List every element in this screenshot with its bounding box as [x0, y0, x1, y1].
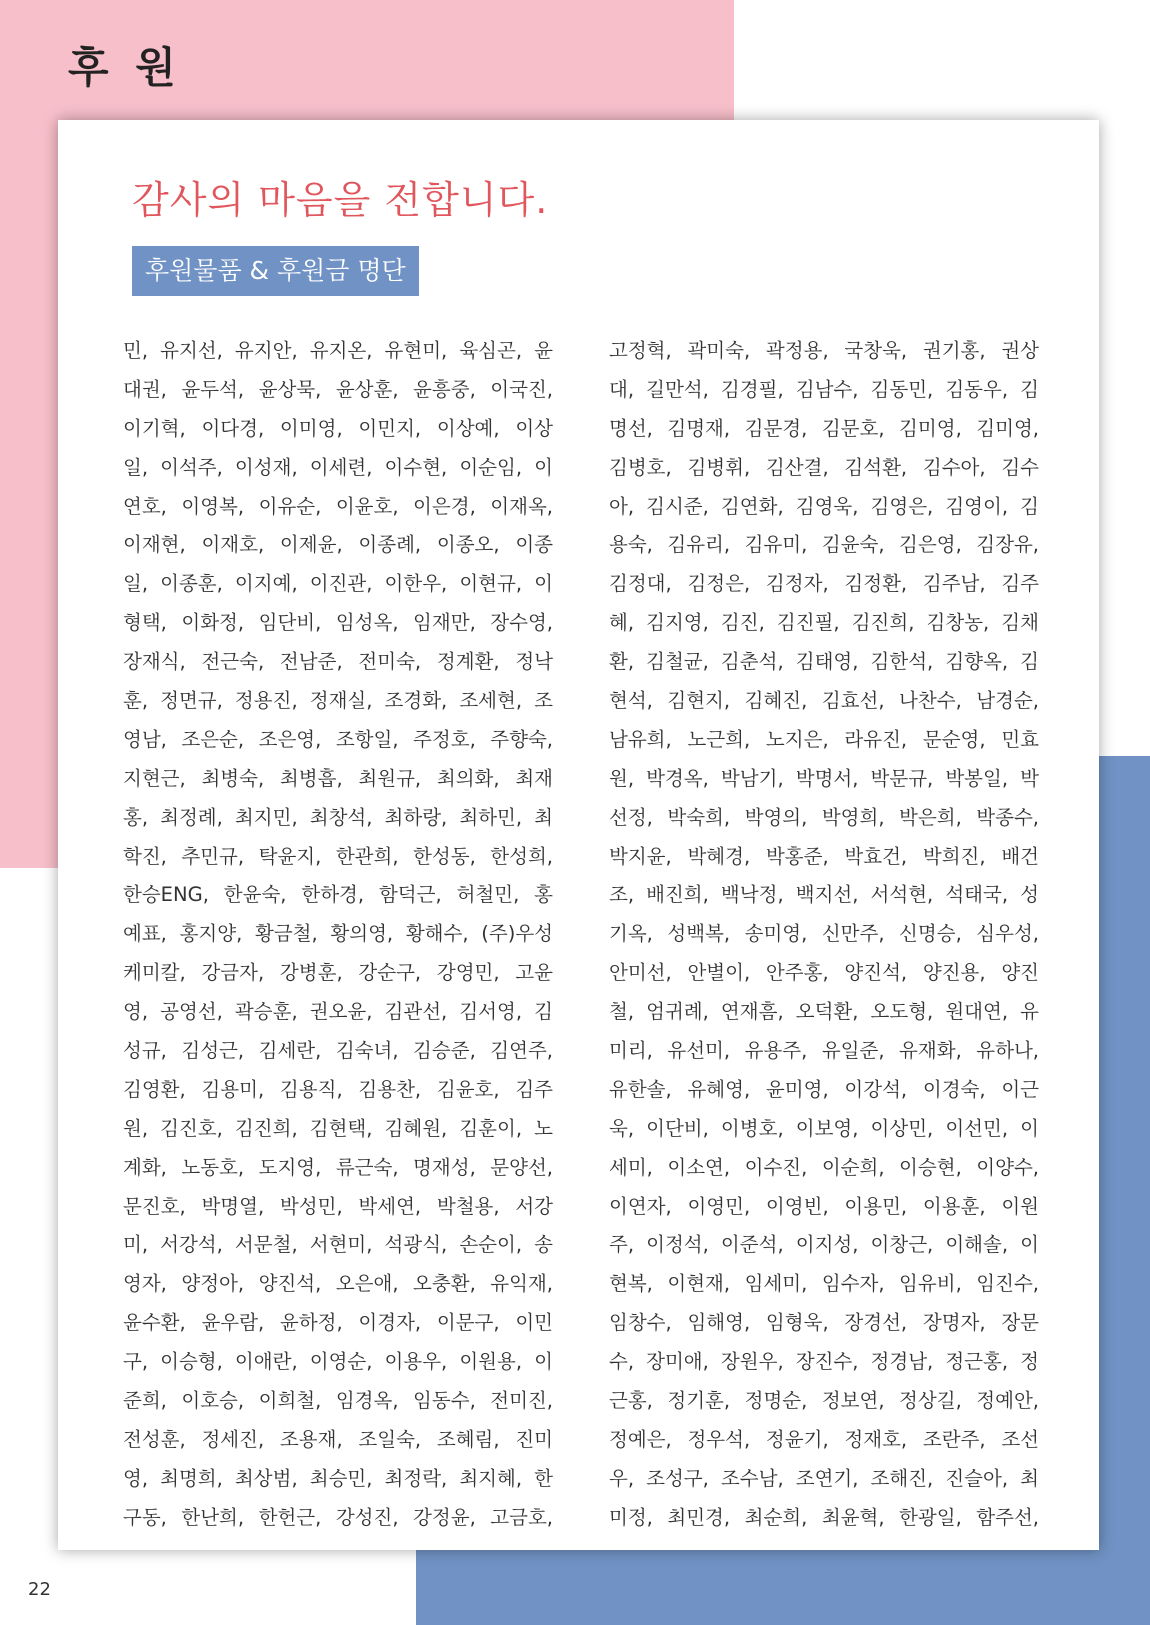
donor-names-line: 대, 길만석, 김경필, 김남수, 김동민, 김동우, 김 — [609, 377, 1039, 401]
donor-names-line: 이연자, 이영민, 이영빈, 이용민, 이용훈, 이원 — [609, 1194, 1039, 1218]
donor-names-line: 장재식, 전근숙, 전남준, 전미숙, 정계환, 정낙 — [123, 650, 553, 674]
donor-names-line: 환, 김철균, 김춘석, 김태영, 김한석, 김향옥, 김 — [609, 650, 1039, 674]
donor-names-line: 이재현, 이재호, 이제윤, 이종례, 이종오, 이종 — [123, 533, 553, 557]
donor-names-line: 용숙, 김유리, 김유미, 김윤숙, 김은영, 김장유, — [609, 533, 1039, 557]
donor-names-line: 일, 이석주, 이성재, 이세련, 이수현, 이순임, 이 — [123, 455, 553, 479]
donor-names-line: 훈, 정면규, 정용진, 정재실, 조경화, 조세현, 조 — [123, 689, 553, 713]
donor-names-line: 예표, 홍지양, 황금철, 황의영, 황해수, (주)우성 — [123, 922, 553, 946]
headline: 감사의 마음을 전합니다. — [132, 178, 549, 222]
donor-names-line: 케미칼, 강금자, 강병훈, 강순구, 강영민, 고윤 — [123, 961, 553, 985]
donor-names-line: 한승ENG, 한윤숙, 한하경, 함덕근, 허철민, 홍 — [123, 883, 553, 907]
donor-names-line: 영, 공영선, 곽승훈, 권오윤, 김관선, 김서영, 김 — [123, 1000, 553, 1024]
donor-names-line: 영자, 양정아, 양진석, 오은애, 오충환, 유익재, — [123, 1272, 553, 1296]
donor-names-line: 준희, 이호승, 이희철, 임경옥, 임동수, 전미진, — [123, 1389, 553, 1413]
donor-names-line: 학진, 추민규, 탁윤지, 한관희, 한성동, 한성희, — [123, 844, 553, 868]
donor-names-line: 수, 장미애, 장원우, 장진수, 정경남, 정근홍, 정 — [609, 1350, 1039, 1374]
donor-names-left-column — [123, 332, 553, 1538]
donor-names-line: 안미선, 안별이, 안주홍, 양진석, 양진용, 양진 — [609, 961, 1039, 985]
donor-names-line: 계화, 노동호, 도지영, 류근숙, 명재성, 문양선, — [123, 1155, 553, 1179]
donor-names-line: 영남, 조은순, 조은영, 조항일, 주정호, 주향숙, — [123, 727, 553, 751]
donor-names-line: 문진호, 박명열, 박성민, 박세연, 박철용, 서강 — [123, 1194, 553, 1218]
donor-names-line: 주, 이정석, 이준석, 이지성, 이창근, 이해솔, 이 — [609, 1233, 1039, 1257]
donor-names-line: 홍, 최정례, 최지민, 최창석, 최하랑, 최하민, 최 — [123, 805, 553, 829]
donor-names-line: 김병호, 김병휘, 김산결, 김석환, 김수아, 김수 — [609, 455, 1039, 479]
donor-names-line: 현석, 김현지, 김혜진, 김효선, 나찬수, 남경순, — [609, 689, 1039, 713]
donor-names-line: 일, 이종훈, 이지예, 이진관, 이한우, 이현규, 이 — [123, 572, 553, 596]
donor-names-line: 혜, 김지영, 김진, 김진필, 김진희, 김창농, 김채 — [609, 611, 1039, 635]
donor-names-line: 조, 배진희, 백낙정, 백지선, 서석현, 석태국, 성 — [609, 883, 1039, 907]
donor-names-line: 우, 조성구, 조수남, 조연기, 조해진, 진슬아, 최 — [609, 1466, 1039, 1490]
donor-names-line: 세미, 이소연, 이수진, 이순희, 이승현, 이양수, — [609, 1155, 1039, 1179]
donor-names-line: 구, 이승형, 이애란, 이영순, 이용우, 이원용, 이 — [123, 1350, 553, 1374]
donor-names-line: 대권, 윤두석, 윤상묵, 윤상훈, 윤흥중, 이국진, — [123, 377, 553, 401]
donor-names-line: 김영환, 김용미, 김용직, 김용찬, 김윤호, 김주 — [123, 1077, 553, 1101]
donor-names-line: 미정, 최민경, 최순희, 최윤혁, 한광일, 함주선, — [609, 1505, 1039, 1529]
donor-names-line: 철, 엄귀례, 연재흠, 오덕환, 오도형, 원대연, 유 — [609, 1000, 1039, 1024]
donor-names-line: 유한솔, 유혜영, 윤미영, 이강석, 이경숙, 이근 — [609, 1077, 1039, 1101]
donor-names-line: 명선, 김명재, 김문경, 김문호, 김미영, 김미영, — [609, 416, 1039, 440]
donor-names-line: 기옥, 성백복, 송미영, 신만주, 신명승, 심우성, — [609, 922, 1039, 946]
donor-names-line: 욱, 이단비, 이병호, 이보영, 이상민, 이선민, 이 — [609, 1116, 1039, 1140]
donor-names-line: 성규, 김성근, 김세란, 김숙녀, 김승준, 김연주, — [123, 1039, 553, 1063]
donor-names-line: 전성훈, 정세진, 조용재, 조일숙, 조혜림, 진미 — [123, 1427, 553, 1451]
donor-names-line: 미, 서강석, 서문철, 서현미, 석광식, 손순이, 송 — [123, 1233, 553, 1257]
page-number: 22 — [28, 1579, 51, 1600]
donor-names-line: 박지윤, 박혜경, 박홍준, 박효건, 박희진, 배건 — [609, 844, 1039, 868]
donor-names-line: 연호, 이영복, 이유순, 이윤호, 이은경, 이재옥, — [123, 494, 553, 518]
donor-names-line: 고정혁, 곽미숙, 곽정용, 국창욱, 권기홍, 권상 — [609, 339, 1039, 362]
donor-names-line: 형택, 이화정, 임단비, 임성옥, 임재만, 장수영, — [123, 611, 553, 635]
donor-names-line: 미리, 유선미, 유용주, 유일준, 유재화, 유하나, — [609, 1039, 1039, 1063]
section-title: 후 원 — [68, 43, 182, 92]
donor-names-line: 현복, 이현재, 임세미, 임수자, 임유비, 임진수, — [609, 1272, 1039, 1296]
donor-names-right-column — [609, 332, 1039, 1538]
subtitle-banner: 후원물품 & 후원금 명단 — [132, 246, 419, 296]
donor-names-line: 구동, 한난희, 한헌근, 강성진, 강정윤, 고금호, — [123, 1505, 553, 1529]
donor-names-line: 김정대, 김정은, 김정자, 김정환, 김주남, 김주 — [609, 572, 1039, 596]
donor-names-line: 민, 유지선, 유지안, 유지온, 유현미, 육심곤, 윤 — [123, 339, 553, 362]
donor-names-line: 아, 김시준, 김연화, 김영욱, 김영은, 김영이, 김 — [609, 494, 1039, 518]
donor-names-line: 원, 김진호, 김진희, 김현택, 김혜원, 김훈이, 노 — [123, 1116, 553, 1140]
donor-names-line: 근홍, 정기훈, 정명순, 정보연, 정상길, 정예안, — [609, 1389, 1039, 1413]
donor-names-line: 이기혁, 이다경, 이미영, 이민지, 이상예, 이상 — [123, 416, 553, 440]
donor-names-line: 임창수, 임해영, 임형욱, 장경선, 장명자, 장문 — [609, 1311, 1039, 1335]
donor-names-line: 윤수환, 윤우람, 윤하정, 이경자, 이문구, 이민 — [123, 1311, 553, 1335]
donor-names-line: 정예은, 정우석, 정윤기, 정재호, 조란주, 조선 — [609, 1427, 1039, 1451]
donor-list-card — [58, 120, 1099, 1550]
donor-names-line: 선정, 박숙희, 박영의, 박영희, 박은희, 박종수, — [609, 805, 1039, 829]
donor-names-line: 지현근, 최병숙, 최병흡, 최원규, 최의화, 최재 — [123, 766, 553, 790]
donor-names-line: 원, 박경옥, 박남기, 박명서, 박문규, 박봉일, 박 — [609, 766, 1039, 790]
donor-names-line: 남유희, 노근희, 노지은, 라유진, 문순영, 민효 — [609, 727, 1039, 751]
donor-names-line: 영, 최명희, 최상범, 최승민, 최정락, 최지혜, 한 — [123, 1466, 553, 1490]
